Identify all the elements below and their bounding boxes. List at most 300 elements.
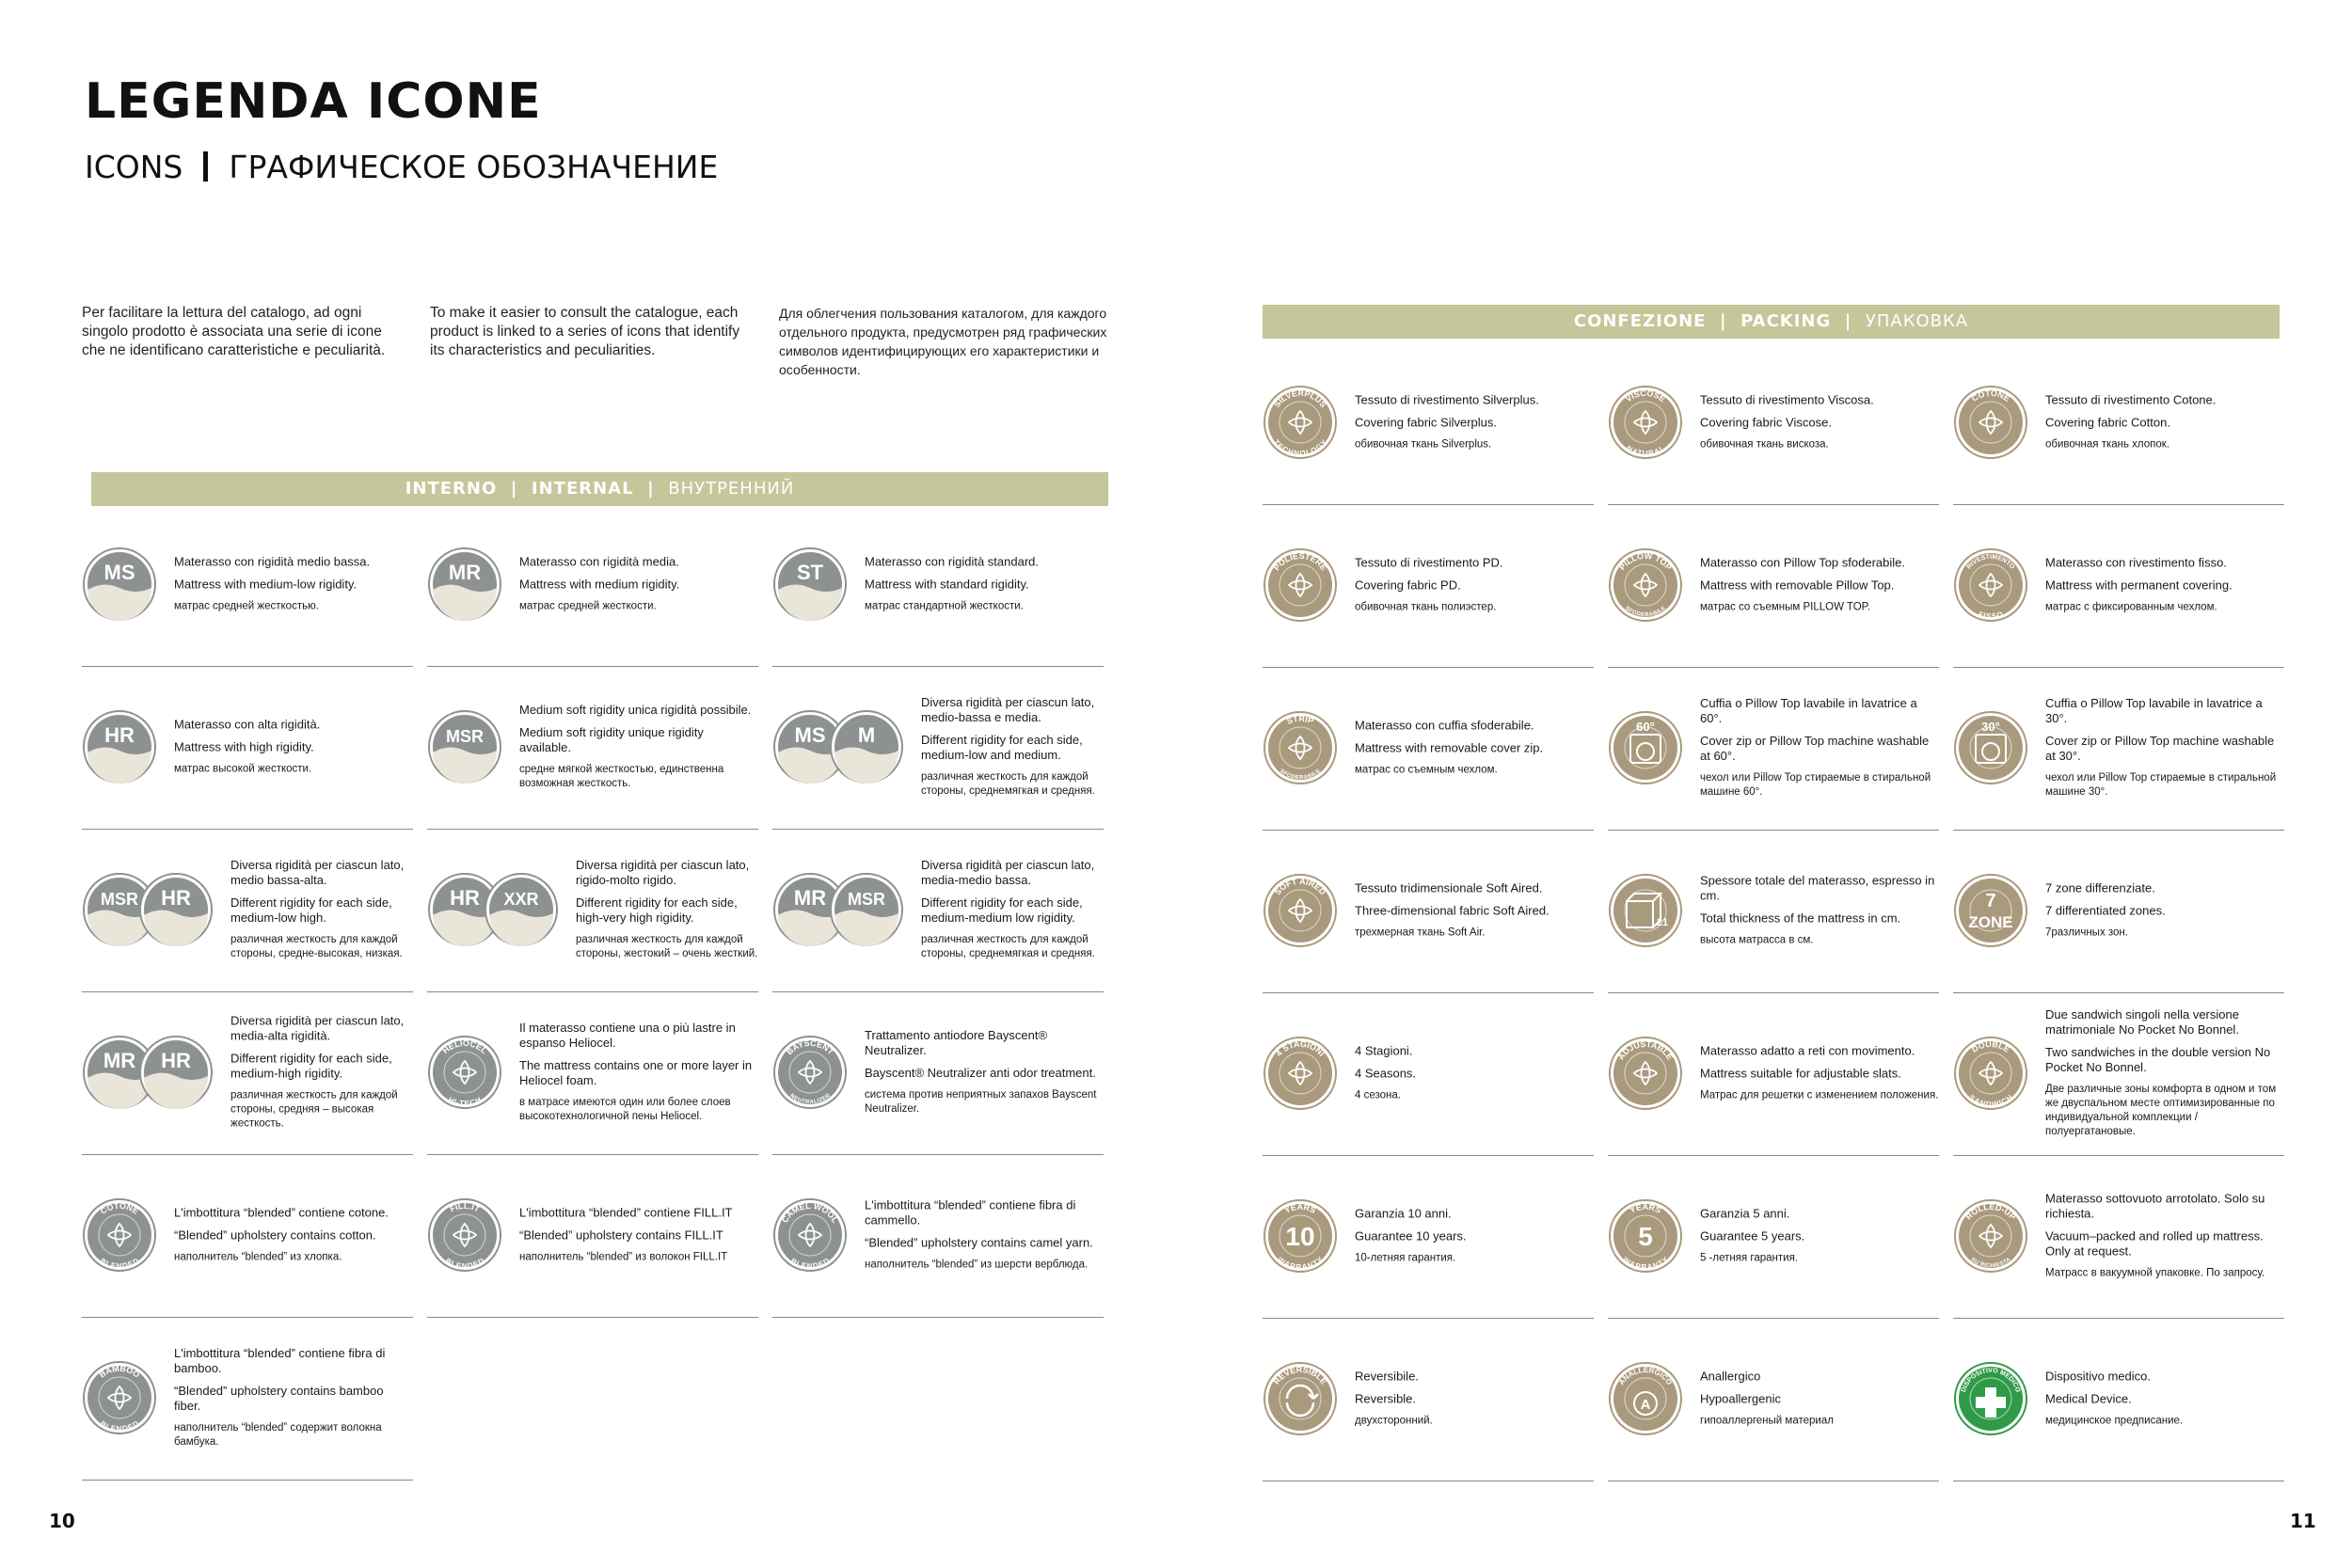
description-ru: различная жесткость для каждой стороны, жестокий – очень жесткий. [576,934,758,959]
band-internal-it: INTERNO [405,479,498,499]
ms-m-rigidity-icon [772,709,904,784]
description-it: Tessuto di rivestimento Viscosa. [1700,392,1874,407]
double-sandwich-icon [1953,1036,2028,1111]
internal-icon-item [772,828,1104,992]
warranty-10-icon [1263,1198,1338,1274]
wash-60-icon [1608,710,1683,785]
internal-icon-item [82,990,413,1155]
icon-description [2045,881,2284,941]
icon-arc-label: HI-TECH [447,1095,483,1108]
description-ru: 5 -летняя гарантия. [1700,1252,1799,1264]
description-en: “Blended” upholstery contains bamboo fiber. [174,1384,384,1413]
icon-description [2045,1370,2284,1429]
description-ru: 7различных зон. [2045,927,2128,939]
description-ru: матрас средней жесткости. [519,600,657,612]
packing-icon-item [1953,503,2284,668]
mr-hr-rigidity-icon [82,1035,214,1110]
description-en: Mattress with removable cover zip. [1355,740,1544,755]
icon-arc-label: CAMEL WOOL [779,1200,841,1225]
description-ru: 10-летняя гарантия. [1355,1252,1456,1264]
description-it: Cuffia o Pillow Top lavabile in lavatrice a 60°. [1700,696,1917,725]
subtitle-ru: ГРАФИЧЕСКОЕ ОБОЗНАЧЕНИЕ [229,149,719,185]
description-en: Mattress with removable Pillow Top. [1700,578,1895,593]
icon-description [2045,1007,2284,1139]
description-en: Guarantee 5 years. [1700,1228,1805,1243]
description-en: Covering fabric Viscose. [1700,415,1832,430]
intro-italian: Per facilitare la lettura del catalogo, ad ogni singolo prodotto è associata una serie di icone che ne identificano caratteristiche e peculiarità. [82,305,386,358]
description-ru: различная жесткость для каждой стороны, среднемягкая и средняя. [921,771,1095,797]
icon-description [230,858,413,961]
description-ru: двухсторонний. [1355,1415,1433,1427]
packing-icon-item [1608,829,1939,993]
description-en: Medium soft rigidity unique rigidity available. [519,725,704,754]
warranty-5-icon [1608,1198,1683,1274]
description-ru: гипоаллергеный материал [1700,1415,1834,1427]
description-ru: в матрасе имеются один или более слоев высокотехнологичной пены Heliocel. [519,1097,731,1122]
internal-icon-item [427,1153,758,1318]
icon-arc-label: WARRANTY [1621,1255,1670,1272]
page-title: LEGENDA ICONE [85,73,542,130]
packing-icon-item [1608,503,1939,668]
description-it: Diversa rigidità per ciascun lato, media-medio bassa. [921,858,1095,887]
description-it: Materasso con cuffia sfoderabile. [1355,718,1534,733]
description-it: L'imbottitura “blended” contiene FILL.IT [519,1205,733,1220]
description-ru: различная жесткость для каждой стороны, среднемягкая и средняя. [921,934,1095,959]
description-ru: трехмерная ткань Soft Air. [1355,927,1486,939]
description-it: Anallergico [1700,1369,1761,1384]
description-it: Tessuto tridimensionale Soft Aired. [1355,880,1543,895]
description-ru: 4 сезона. [1355,1089,1401,1101]
four-seasons-icon [1263,1036,1338,1111]
description-en: Cover zip or Pillow Top machine washable at 30°. [2045,734,2275,763]
icon-description [174,1206,413,1265]
description-it: 7 zone differenziate. [2045,880,2155,895]
description-it: Tessuto di rivestimento PD. [1355,555,1503,570]
poliestere-icon [1263,547,1338,623]
adjustable-icon [1608,1036,1683,1111]
description-it: Diversa rigidità per ciascun lato, media-alta rigidità. [230,1013,405,1043]
description-en: Mattress with permanent covering. [2045,578,2233,593]
description-it: Materasso sottovuoto arrotolato. Solo su richiesta. [2045,1191,2265,1221]
icon-arc-label: ADJUSTABLE [1615,1038,1676,1062]
description-en: Mattress with standard rigidity. [865,577,1029,592]
icon-label: ST [796,561,824,584]
description-ru: наполнитель “blended” из хлопка. [174,1251,342,1263]
icon-arc-label: COTONE [1969,388,2012,404]
silverplus-icon [1263,385,1338,460]
icon-description [1700,1370,1939,1429]
description-en: Different rigidity for each side, medium-high rigidity. [230,1051,392,1081]
intro-english: To make it easier to consult the catalogue, each product is linked to a series of icons that identify its characteristics and peculiarities. [430,305,740,358]
wash-30-icon [1953,710,2028,785]
description-ru: матрас со съемным PILLOW TOP. [1700,601,1871,613]
icon-description [1700,1207,1939,1266]
band-internal-en: INTERNAL [531,479,634,499]
strip-sfoderabile-icon [1263,710,1338,785]
icon-label: MR [793,886,827,910]
description-ru: система против неприятных запахов Bayscent Neutralizer. [865,1089,1097,1115]
icon-arc-label: NATURAL [1625,444,1666,458]
hr-xxr-rigidity-icon [427,872,559,947]
description-ru: Матрас для решетки с изменением положения. [1700,1089,1939,1101]
description-it: Diversa rigidità per ciascun lato, medio-bassa e media. [921,695,1095,724]
icon-description [1355,1207,1594,1266]
icon-description [2045,1192,2284,1281]
description-en: Different rigidity for each side, medium-low and medium. [921,733,1083,762]
icon-description [1355,393,1594,452]
rivestimento-fisso-icon [1953,547,2028,623]
anallergico-icon [1608,1361,1683,1436]
description-en: Covering fabric Silverplus. [1355,415,1498,430]
icon-description [865,1028,1104,1117]
description-it: Spessore totale del materasso, espresso in cm. [1700,873,1935,903]
description-ru: чехол или Pillow Top стираемые в стиральной машине 60°. [1700,772,1931,798]
description-ru: средне мягкой жесткостью, единственна возможная жесткость. [519,764,724,789]
internal-icon-item [427,665,758,830]
icon-arc-label: 4 STAGIONI [1274,1038,1327,1058]
icon-description [1700,1044,1939,1103]
soft-aired-icon [1263,873,1338,948]
icon-arc-label: ROLLED-UP [1963,1201,2018,1222]
packing-icon-item [1263,1154,1594,1319]
description-ru: медицинское предписание. [2045,1415,2184,1427]
description-it: Tessuto di rivestimento Cotone. [2045,392,2217,407]
icon-arc-label: BLENDED [98,1256,141,1271]
internal-icon-item [427,502,758,667]
packing-icon-item [1608,341,1939,505]
icon-arc-label: SU RICHIESTA [1969,1257,2012,1270]
icon-label: MS [794,723,826,747]
band-packing-ru: УПАКОВКА [1865,311,1969,331]
cotone-icon [1953,385,2028,460]
bamboo-blended-icon [82,1360,157,1435]
icon-label: 7 [1985,891,1996,911]
description-en: Hypoallergenic [1700,1391,1781,1406]
description-ru: матрас средней жесткостью. [174,600,319,612]
icon-arc-label: RIVESTIMENTO [1965,553,2016,571]
band-packing-en: PACKING [1740,311,1832,331]
description-it: Diversa rigidità per ciascun lato, medio bassa-alta. [230,858,405,887]
icon-description [865,555,1104,614]
band-internal-ru: ВНУТРЕННИЙ [668,479,795,499]
internal-icon-item [427,828,758,992]
icon-arc-label: PILLOW TOP [1617,550,1674,573]
icon-arc-label: FILL.IT [448,1200,482,1214]
description-en: Mattress with high rigidity. [174,739,314,754]
description-ru: различная жесткость для каждой стороны, средне-высокая, низкая. [230,934,403,959]
internal-icon-item [82,665,413,830]
page-number-left: 10 [49,1510,75,1532]
description-en: Covering fabric PD. [1355,578,1461,593]
description-en: Vacuum–packed and rolled up mattress. Only at request. [2045,1228,2264,1259]
description-it: Diversa rigidità per ciascun lato, rigido-molto rigido. [576,858,750,887]
description-en: Different rigidity for each side, medium-medium low rigidity. [921,895,1083,925]
description-ru: обивочная ткань хлопок. [2045,438,2170,451]
description-it: Garanzia 10 anni. [1355,1206,1452,1221]
icon-arc-label: POLIESTERE [1271,550,1329,573]
packing-icon-item [1263,1317,1594,1481]
icon-description [865,1198,1104,1273]
packing-icon-item [1263,666,1594,831]
description-en: Reversible. [1355,1391,1417,1406]
icon-arc-label: SFODERABILE [1279,768,1322,782]
st-rigidity-icon [772,546,848,622]
icon-arc-label: SILVERPLUS [1272,388,1328,410]
icon-description [1700,556,1939,615]
msr-hr-rigidity-icon [82,872,214,947]
packing-icon-item [1263,503,1594,668]
band-packing-it: CONFEZIONE [1573,311,1707,331]
icon-label: MS [103,561,135,584]
description-en: 7 differentiated zones. [2045,903,2166,918]
description-ru: матрас с фиксированным чехлом. [2045,601,2217,613]
description-ru: высота матрасса в см. [1700,934,1814,946]
icon-arc-label: YEARS [1282,1201,1318,1215]
ms-rigidity-icon [82,546,157,622]
icon-arc-label: NEUTRALIZER [788,1093,832,1106]
icon-arc-label: BLENDED [98,1418,141,1433]
description-it: L'imbottitura “blended” contiene fibra di cammello. [865,1197,1076,1227]
description-ru: наполнитель “blended” из волокон FILL.IT [519,1251,728,1263]
icon-label: HR [104,723,135,747]
description-en: The mattress contains one or more layer in Heliocel foam. [519,1058,753,1087]
mr-msr-rigidity-icon [772,872,904,947]
description-en: Mattress suitable for adjustable slats. [1700,1066,1901,1081]
packing-icon-item [1953,829,2284,993]
internal-icon-item [772,1153,1104,1318]
icon-description [1355,1370,1594,1429]
icon-description [1700,393,1939,452]
packing-icon-item [1608,991,1939,1156]
icon-arc-label: YEARS [1628,1201,1663,1215]
icon-description [921,858,1104,961]
icon-description [1355,556,1594,615]
icon-arc-label: REVERSIBLE [1271,1364,1329,1386]
description-en: Different rigidity for each side, medium-low high. [230,895,392,925]
description-it: Due sandwich singoli nella versione matrimoniale No Pocket No Bonnel. [2045,1007,2239,1037]
icon-description [1355,1044,1594,1103]
icon-label: M [857,723,876,747]
description-en: Covering fabric Cotton. [2045,415,2170,430]
icon-label: 10 [1285,1222,1315,1251]
rolled-up-icon [1953,1198,2028,1274]
intro-russian: Для облегчения пользования каталогом, для каждого отдельного продукта, предусмотрен ряд графических символов идентифицирующих его характеристики и особенности. [779,306,1107,377]
description-ru: обивочная ткань вискоза. [1700,438,1829,451]
packing-icon-item [1953,991,2284,1156]
description-en: Total thickness of the mattress in cm. [1700,911,1901,926]
icon-description [519,1206,758,1265]
description-en: Medical Device. [2045,1391,2132,1406]
icon-label: 5 [1638,1222,1653,1251]
description-ru: Матрасс в вакуумной упаковке. По запросу. [2045,1267,2265,1279]
description-it: Trattamento antiodore Bayscent® Neutralizer. [865,1028,1048,1057]
icon-description [2045,696,2284,800]
internal-icon-item [82,1153,413,1318]
icon-label: MR [448,561,482,584]
icon-label: XXR [503,890,539,909]
medical-device-icon [1953,1361,2028,1436]
packing-icon-item [1953,341,2284,505]
icon-arc-label: SOFT AIRED [1272,876,1328,897]
description-en: Mattress with medium rigidity. [519,577,680,592]
description-en: Cover zip or Pillow Top machine washable at 60°. [1700,734,1930,763]
msr-rigidity-icon [427,709,502,784]
icon-arc-label: SFODERABILE [1624,605,1667,619]
icon-arc-label: BLENDED [443,1256,486,1271]
viscose-icon [1608,385,1683,460]
icon-label: 60° [1636,720,1655,734]
description-it: L'imbottitura “blended” contiene cotone. [174,1205,389,1220]
internal-icon-item [772,665,1104,830]
icon-description [1355,881,1594,941]
icon-arc-label: DOUBLE [1970,1038,2012,1054]
internal-icon-item [82,1316,413,1481]
icon-arc-label: SANDWICH [1967,1093,2014,1109]
cotone-blended-icon [82,1197,157,1273]
icon-description [174,1346,413,1449]
icon-label: ZONE [1968,913,2013,931]
internal-icon-item [82,828,413,992]
description-it: Materasso con rigidità standard. [865,554,1039,569]
packing-icon-item [1608,1154,1939,1319]
hr-rigidity-icon [82,709,157,784]
description-it: L'imbottitura “blended” contiene fibra di bamboo. [174,1346,386,1375]
icon-label: MSR [101,890,138,909]
description-ru: обивочная ткань Silverplus. [1355,438,1492,451]
description-ru: наполнитель “blended” содержит волокна бамбука. [174,1422,382,1448]
thickness-icon [1608,873,1683,948]
packing-icon-item [1263,829,1594,993]
pillow-top-icon [1608,547,1683,623]
icon-description [1700,696,1939,800]
packing-icon-item [1953,1154,2284,1319]
packing-icon-item [1608,1317,1939,1481]
description-it: Cuffia o Pillow Top lavabile in lavatrice a 30°. [2045,696,2263,725]
description-en: Guarantee 10 years. [1355,1228,1467,1243]
description-en: Two sandwiches in the double version No Pocket No Bonnel. [2045,1045,2271,1074]
description-it: Garanzia 5 anni. [1700,1206,1790,1221]
description-it: 4 Stagioni. [1355,1043,1413,1058]
icon-arc-label: STRIP [1285,713,1315,726]
heliocel-icon [427,1035,502,1110]
icon-arc-label: HELIOCEL [440,1037,489,1056]
icon-description [230,1014,413,1132]
description-ru: чехол или Pillow Top стираемые в стиральной машине 30°. [2045,772,2277,798]
description-it: Dispositivo medico. [2045,1369,2151,1384]
description-ru: обивочная ткань полиэстер. [1355,601,1497,613]
description-en: “Blended” upholstery contains cotton. [174,1227,376,1243]
icon-description [174,718,413,777]
icon-label: A [1640,1397,1651,1413]
icon-description [174,555,413,614]
description-en: Different rigidity for each side, high-very high rigidity. [576,895,738,925]
icon-description [921,695,1104,799]
icon-arc-label: ANALLERGICO [1616,1365,1675,1387]
description-en: Bayscent® Neutralizer anti odor treatment. [865,1066,1096,1080]
description-ru: наполнитель “blended” из шерсти верблюда. [865,1259,1089,1271]
description-it: Medium soft rigidity unica rigidità possibile. [519,703,752,717]
description-en: 4 Seasons. [1355,1066,1417,1081]
icon-label: HR [161,1049,191,1072]
icon-arc-label: BLENDED [788,1256,832,1271]
packing-section-band: CONFEZIONE | PACKING | УПАКОВКА [1263,305,2280,339]
description-ru: матрас со съемным чехлом. [1355,764,1498,776]
description-it: Materasso adatto a reti con movimento. [1700,1043,1915,1058]
description-en: Mattress with medium-low rigidity. [174,577,358,592]
description-it: Materasso con rivestimento fisso. [2045,555,2227,570]
icon-label: MR [103,1049,136,1072]
description-it: Materasso con Pillow Top sfoderabile. [1700,555,1905,570]
icon-label: HR [450,886,480,910]
subtitle-divider [203,151,208,182]
reversible-icon [1263,1361,1338,1436]
icon-arc-label: BAYSCENT [784,1037,836,1057]
icon-label: HR [161,886,191,910]
icon-arc-label: WARRANTY [1276,1255,1325,1272]
description-en: Three-dimensional fabric Soft Aired. [1355,903,1549,918]
icon-label: MSR [848,890,885,909]
icon-description [576,858,758,961]
description-it: Materasso con alta rigidità. [174,717,321,732]
description-it: Il materasso contiene una o più lastre in espanso Heliocel. [519,1021,736,1050]
bayscent-icon [772,1035,848,1110]
fillit-blended-icon [427,1197,502,1273]
description-ru: матрас высокой жесткости. [174,763,312,775]
description-it: Materasso con rigidità medio bassa. [174,554,371,569]
internal-icon-item [427,990,758,1155]
icon-description [2045,556,2284,615]
icon-arc-label: FISSO [1977,610,2004,621]
icon-description [2045,393,2284,452]
icon-description [519,1021,758,1124]
icon-arc-label: BAMBOO [97,1363,142,1380]
subtitle-en: ICONS [85,149,183,185]
icon-arc-label: DISPOSITIVO MEDICO [1960,1367,2022,1394]
page-subtitle [85,149,718,185]
camel-wool-icon [772,1197,848,1273]
internal-icon-item [772,502,1104,667]
packing-icon-item [1263,341,1594,505]
packing-icon-item [1608,666,1939,831]
page-number-right: 11 [2290,1510,2316,1532]
icon-description [519,703,758,791]
icon-arc-label: COTONE [98,1200,141,1216]
internal-section-band: INTERNO | INTERNAL | ВНУТРЕННИЙ [91,472,1108,506]
icon-label: 30° [1981,720,2000,734]
description-en: “Blended” upholstery contains camel yarn. [865,1235,1093,1250]
icon-arc-label: TECHNOLOGY [1271,437,1329,458]
internal-icon-item [772,990,1104,1155]
packing-icon-item [1263,991,1594,1156]
icon-description [1700,874,1939,948]
description-ru: матрас стандартной жесткости. [865,600,1024,612]
icon-description [519,555,758,614]
description-ru: различная жесткость для каждой стороны, средняя – высокая жесткость. [230,1089,398,1130]
description-it: Materasso con rigidità media. [519,554,679,569]
icon-arc-label: VISCOSE [1623,388,1668,404]
mr-rigidity-icon [427,546,502,622]
description-ru: Две различные зоны комфорта в одном и том же двуспальном месте оптимизированные по индивидуальной комплекции /полуергатановые. [2045,1084,2277,1137]
icon-description [1355,719,1594,778]
description-en: “Blended” upholstery contains FILL.IT [519,1227,723,1243]
packing-icon-item [1953,666,2284,831]
internal-icon-item [82,502,413,667]
seven-zone-icon [1953,873,2028,948]
icon-label: 21 [1656,917,1669,928]
packing-icon-item [1953,1317,2284,1481]
description-it: Tessuto di rivestimento Silverplus. [1355,392,1539,407]
icon-label: MSR [446,727,484,746]
